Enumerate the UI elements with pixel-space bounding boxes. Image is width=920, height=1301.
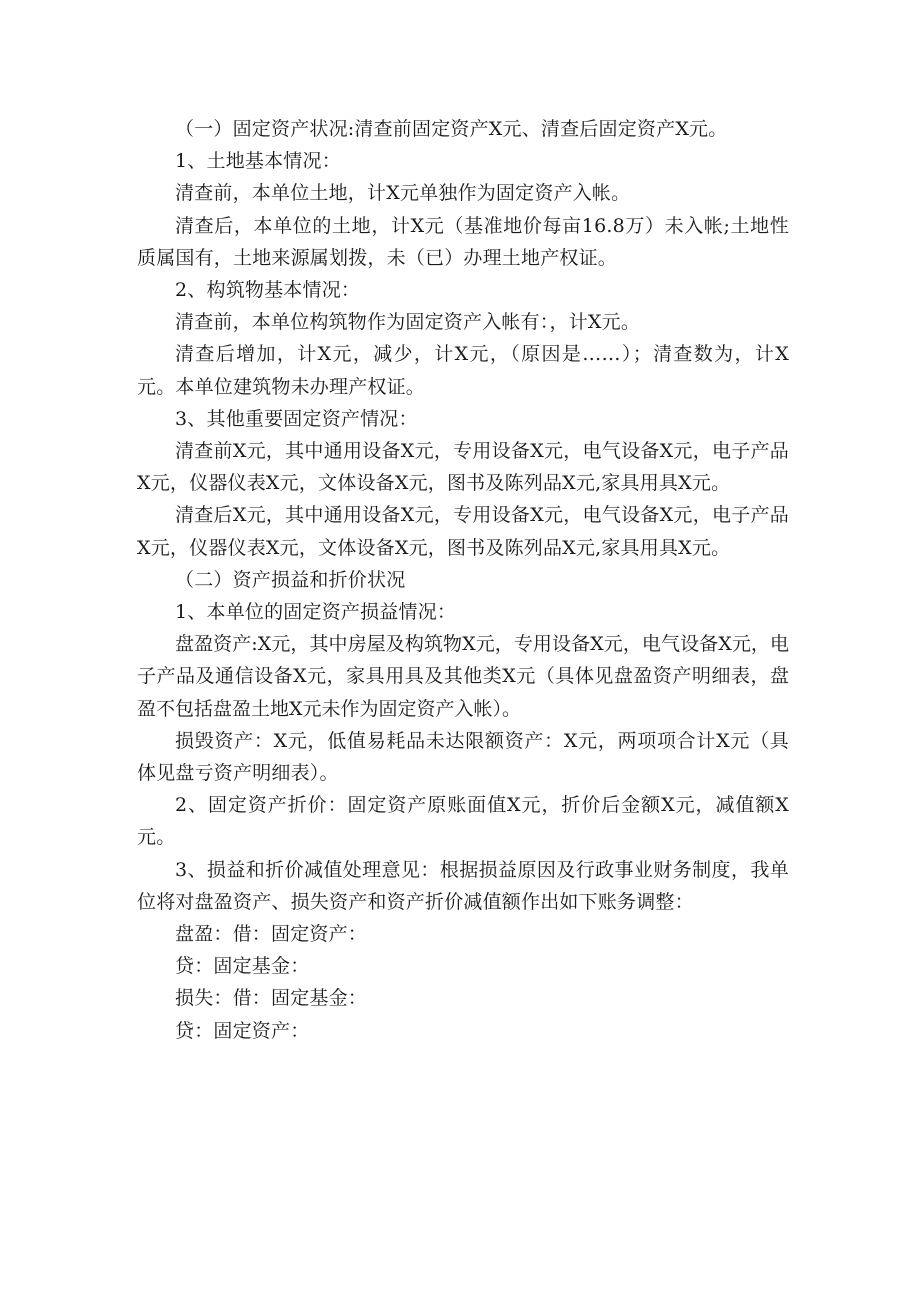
entry-surplus-credit: 贷：固定基金：	[175, 955, 310, 978]
paragraph-damaged-assets: 损毁资产：X元，低值易耗品未达限额资产：X元，两项项合计X元（具体见盘亏资产明细表）。	[137, 729, 789, 785]
section-heading-fixed-assets: （一）固定资产状况:清查前固定资产X元、清查后固定资产X元。	[175, 118, 728, 140]
paragraph-land-after: 清查后，本单位的土地，计X元（基准地价每亩16.8万）未入帐;土地性质属国有，土地来源属划拨，未（已）办理土地产权证。	[137, 214, 789, 269]
paragraph-land-before: 清查前，本单位土地，计X元单独作为固定资产入帐。	[175, 182, 631, 205]
paragraph-structures-after: 清查后增加，计X元，减少，计X元，（原因是……）；清查数为，计X元。本单位建筑物未办理产权证。	[137, 343, 789, 398]
paragraph-other-before: 清查前X元，其中通用设备X元，专用设备X元，电气设备X元，电子产品X元，仪器仪表X元，文体设备X元，图书及陈列品X元,家具用具X元。	[137, 440, 789, 495]
paragraph-handling-opinion: 3、损益和折价减值处理意见：根据损益原因及行政事业财务制度，我单位将对盘盈资产、损失资产和资产折价减值额作出如下账务调整：	[137, 858, 789, 913]
entry-surplus-debit: 盘盈：借：固定资产：	[175, 923, 368, 946]
paragraph-depreciation: 2、固定资产折价：固定资产原账面值X元，折价后金额X元，减值额X元。	[137, 794, 789, 849]
subheading-structures: 2、构筑物基本情况：	[175, 279, 361, 302]
subheading-other-assets: 3、其他重要固定资产情况：	[175, 407, 418, 430]
section-heading-gains-losses: （二）资产损益和折价状况	[175, 568, 406, 591]
entry-loss-credit: 贷：固定资产：	[175, 1019, 310, 1042]
entry-loss-debit: 损失：借：固定基金：	[175, 987, 368, 1010]
document-body	[137, 113, 789, 1047]
subheading-land: 1、土地基本情况：	[175, 150, 341, 173]
paragraph-structures-before: 清查前，本单位构筑物作为固定资产入帐有：，计X元。	[175, 311, 641, 334]
paragraph-surplus-assets: 盘盈资产:X元，其中房屋及构筑物X元，专用设备X元，电气设备X元，电子产品及通信设备X元，家具用具及其他类X元（具体见盘盈资产明细表，盘盈不包括盘盈土地X元未作为固定资产入帐）。	[137, 633, 789, 720]
subheading-gains-losses: 1、本单位的固定资产损益情况：	[175, 601, 457, 624]
paragraph-other-after: 清查后X元，其中通用设备X元，专用设备X元，电气设备X元，电子产品X元，仪器仪表X元，文体设备X元，图书及陈列品X元,家具用具X元。	[137, 504, 789, 559]
